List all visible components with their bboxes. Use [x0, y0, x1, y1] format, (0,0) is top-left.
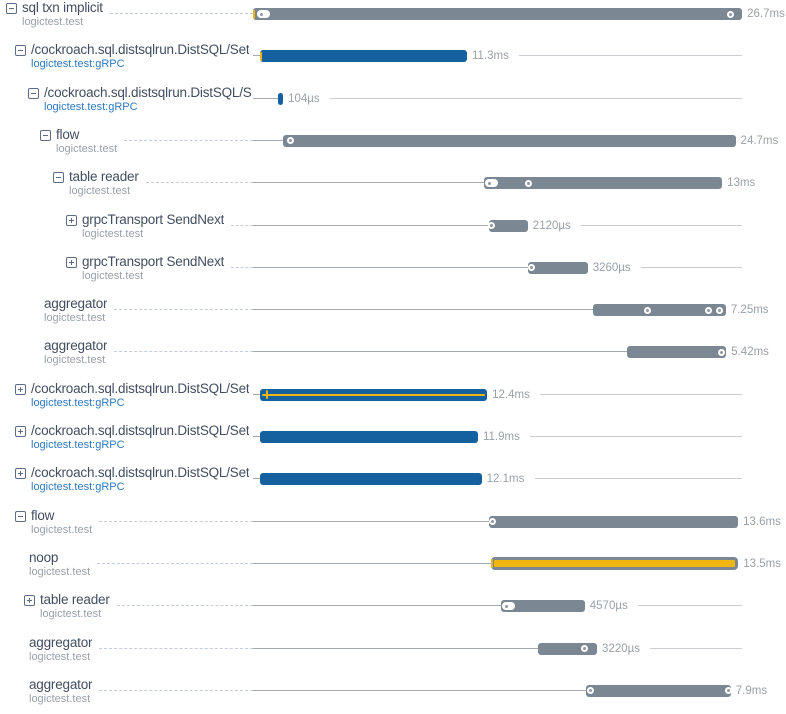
span-title: grpcTransport SendNext [82, 254, 225, 269]
span-duration-bar[interactable] [260, 50, 467, 62]
span-row [0, 78, 786, 120]
span-title: aggregator [44, 339, 108, 354]
span-service-label: logictest.test [56, 142, 118, 155]
span-title: sql txn implicit [22, 1, 103, 15]
span-duration-bar[interactable] [278, 93, 283, 105]
span-title: /cockroach.sql.distsqlrun.DistSQL/Set [31, 424, 250, 438]
span-duration-label: 4570µs [589, 600, 628, 613]
toggle-minus-line [43, 135, 48, 136]
span-label [82, 213, 224, 240]
span-title: table reader [69, 170, 139, 185]
span-service-label: logictest.test:gRPC [31, 58, 125, 71]
log-marker-dot [491, 520, 494, 523]
log-marker-dot[interactable] [587, 687, 594, 694]
toggle-minus-line [9, 8, 14, 9]
log-marker-dot [505, 605, 508, 608]
log-marker-dot [527, 182, 530, 185]
collapse-icon[interactable] [40, 130, 51, 141]
span-label [31, 509, 92, 536]
toggle-minus-line [31, 93, 36, 94]
span-label [29, 678, 92, 705]
span-label [40, 593, 110, 620]
leader-dashed-line [99, 690, 253, 691]
trailing-line [535, 478, 742, 479]
toggle-plus-line [20, 471, 21, 476]
span-row [0, 374, 786, 416]
yellow-event-tick [253, 10, 255, 19]
log-marker-dot [260, 13, 263, 16]
trailing-line [519, 55, 742, 56]
span-service-label: logictest.test [22, 16, 84, 28]
log-marker-pill[interactable] [257, 10, 270, 18]
span-service-label: logictest.test [82, 269, 144, 282]
leader-solid-line [253, 436, 260, 437]
leader-solid-line [253, 648, 538, 649]
leader-solid-line [253, 225, 489, 226]
span-duration-label: 13ms [727, 177, 756, 190]
span-duration-label: 7.25ms [730, 304, 769, 317]
leader-dashed-line [231, 225, 253, 226]
toggle-minus-line [56, 177, 61, 178]
span-label [69, 170, 139, 197]
span-duration-bar[interactable] [528, 262, 588, 274]
span-title: /cockroach.sql.distsqlrun.DistSQL/Set [31, 466, 250, 481]
toggle-minus-line [18, 50, 23, 51]
expand-icon[interactable] [15, 426, 26, 437]
leader-dashed-line [114, 351, 253, 352]
log-marker-dot [530, 266, 533, 269]
span-service-label: logictest.test [44, 354, 106, 367]
span-row [0, 458, 786, 500]
span-duration-label: 24.7ms [740, 134, 779, 147]
span-row [0, 416, 786, 458]
span-duration-bar[interactable] [260, 473, 482, 485]
leader-solid-line [253, 351, 627, 352]
log-marker-dot [707, 309, 710, 312]
span-label [44, 86, 252, 113]
span-duration-label: 2120µs [532, 219, 571, 232]
span-duration-bar[interactable] [538, 643, 597, 655]
span-title: flow [56, 127, 80, 142]
span-duration-label: 12.4ms [492, 388, 530, 401]
log-marker-dot [490, 224, 493, 227]
expand-icon[interactable] [66, 215, 77, 226]
log-marker-dot[interactable] [705, 307, 712, 314]
span-duration-label: 104µs [288, 92, 320, 105]
span-duration-bar[interactable] [283, 135, 736, 147]
yellow-event-tick [260, 52, 262, 61]
span-row [0, 247, 786, 289]
span-title: /cockroach.sql.distsqlrun.DistSQL/Set [31, 43, 250, 58]
bar-yellow-stripe [262, 394, 485, 396]
expand-icon[interactable] [15, 384, 26, 395]
leader-solid-line [253, 394, 260, 395]
trailing-line [581, 225, 742, 226]
log-marker-dot [289, 139, 292, 142]
span-service-label: logictest.test [69, 185, 131, 198]
span-title: /cockroach.sql.distsqlrun.DistSQL/Set [31, 381, 250, 396]
span-label [31, 466, 249, 493]
leader-solid-line [253, 478, 260, 479]
log-marker-pill[interactable] [485, 179, 498, 187]
span-row [0, 120, 786, 162]
collapse-icon[interactable] [53, 172, 64, 183]
log-marker-dot[interactable] [525, 180, 532, 187]
toggle-plus-line [29, 598, 30, 603]
leader-dashed-line [114, 309, 253, 310]
span-duration-label: 13.5ms [743, 557, 781, 570]
log-marker-dot [727, 689, 730, 692]
span-duration-label: 3220µs [602, 642, 641, 655]
trailing-line [638, 605, 742, 606]
span-title: aggregator [44, 297, 108, 312]
span-service-label: logictest.test [31, 523, 93, 536]
span-duration-label: 26.7ms [747, 8, 785, 20]
leader-dashed-line [110, 13, 253, 14]
log-marker-dot[interactable] [488, 222, 495, 229]
leader-dashed-line [117, 605, 253, 606]
span-duration-bar[interactable] [627, 346, 726, 358]
span-service-label: logictest.test:gRPC [31, 396, 125, 409]
leader-solid-line [253, 267, 528, 268]
leader-solid-line [253, 140, 283, 141]
span-duration-bar[interactable] [489, 516, 738, 528]
span-row [0, 205, 786, 247]
span-service-label: logictest.test [82, 227, 144, 240]
yellow-event-tick [266, 390, 268, 399]
span-duration-bar[interactable] [260, 389, 487, 401]
span-service-label: logictest.test [29, 692, 91, 705]
span-label [31, 424, 249, 451]
leader-solid-line [253, 563, 491, 564]
span-row [0, 331, 786, 373]
span-duration-bar[interactable] [484, 177, 722, 189]
span-row [0, 501, 786, 543]
log-marker-pill[interactable] [502, 602, 515, 610]
log-marker-dot[interactable] [581, 645, 588, 652]
span-label [44, 297, 107, 324]
span-label [22, 1, 103, 28]
leader-solid-line [253, 690, 586, 691]
toggle-minus-line [18, 516, 23, 517]
collapse-icon[interactable] [6, 3, 17, 14]
trailing-line [540, 394, 742, 395]
span-title: grpcTransport SendNext [82, 212, 225, 227]
span-service-label: logictest.test [40, 608, 102, 621]
log-marker-dot[interactable] [716, 307, 723, 314]
span-row [0, 585, 786, 627]
span-duration-label: 7.9ms [735, 684, 768, 697]
span-label [56, 128, 117, 155]
trailing-line [330, 98, 742, 99]
span-row [0, 289, 786, 331]
span-service-label: logictest.test:gRPC [31, 481, 125, 494]
log-marker-dot [729, 13, 732, 16]
span-title: aggregator [29, 677, 93, 692]
span-duration-bar[interactable] [586, 685, 731, 697]
trailing-line [641, 267, 742, 268]
span-duration-label: 11.3ms [471, 50, 509, 63]
span-row [0, 628, 786, 670]
span-duration-label: 13.6ms [743, 515, 781, 528]
span-title: /cockroach.sql.distsqlrun.DistSQL/S [44, 85, 252, 100]
span-duration-label: 5.42ms [731, 346, 769, 359]
leader-dashed-line [231, 267, 253, 268]
span-title: aggregator [29, 635, 93, 650]
leader-solid-line [253, 521, 489, 522]
toggle-plus-line [20, 429, 21, 434]
span-duration-bar[interactable] [260, 431, 478, 443]
leader-solid-line [253, 309, 593, 310]
collapse-icon[interactable] [15, 511, 26, 522]
span-label [31, 382, 249, 409]
log-marker-dot[interactable] [727, 11, 734, 18]
span-service-label: logictest.test [29, 565, 91, 578]
leader-dashed-line [97, 563, 253, 564]
log-marker-dot [589, 689, 592, 692]
leader-dashed-line [99, 648, 253, 649]
leader-solid-line [253, 55, 260, 56]
log-marker-dot [646, 309, 649, 312]
span-duration-label: 3260µs [592, 261, 631, 274]
leader-dashed-line [146, 182, 253, 183]
trailing-line [650, 648, 742, 649]
span-service-label: logictest.test [44, 312, 106, 325]
span-label [44, 339, 107, 366]
leader-solid-line [253, 98, 278, 99]
span-duration-label: 11.9ms [482, 431, 520, 443]
span-row [0, 0, 786, 35]
span-service-label: logictest.test [29, 650, 91, 663]
log-marker-dot [720, 351, 723, 354]
toggle-plus-line [71, 218, 72, 223]
span-row [0, 162, 786, 204]
yellow-event-tick [491, 559, 493, 568]
leader-solid-line [253, 182, 484, 183]
toggle-plus-line [20, 387, 21, 392]
span-duration-bar[interactable] [491, 557, 738, 570]
span-label [29, 551, 90, 578]
span-duration-label: 12.1ms [486, 473, 525, 486]
span-label [82, 255, 224, 282]
span-label [31, 43, 249, 70]
span-title: table reader [40, 593, 110, 608]
span-row [0, 670, 786, 712]
log-marker-dot[interactable] [725, 687, 732, 694]
log-marker-dot [718, 309, 721, 312]
span-title: noop [29, 550, 59, 565]
span-row [0, 543, 786, 585]
log-marker-dot [488, 182, 491, 185]
span-duration-bar[interactable] [253, 8, 742, 20]
span-service-label: logictest.test:gRPC [31, 439, 125, 451]
span-service-label: logictest.test:gRPC [44, 100, 138, 113]
leader-solid-line [253, 605, 501, 606]
toggle-plus-line [71, 260, 72, 265]
span-title: flow [31, 508, 55, 523]
leader-dashed-line [99, 521, 253, 522]
span-label [29, 636, 92, 663]
leader-dashed-line [124, 140, 253, 141]
collapse-icon[interactable] [28, 88, 39, 99]
expand-icon[interactable] [24, 595, 35, 606]
trailing-line [530, 436, 742, 437]
expand-icon[interactable] [15, 468, 26, 479]
span-row [0, 35, 786, 77]
expand-icon[interactable] [66, 257, 77, 268]
collapse-icon[interactable] [15, 45, 26, 56]
span-duration-bar[interactable] [489, 220, 528, 232]
log-marker-dot [583, 647, 586, 650]
